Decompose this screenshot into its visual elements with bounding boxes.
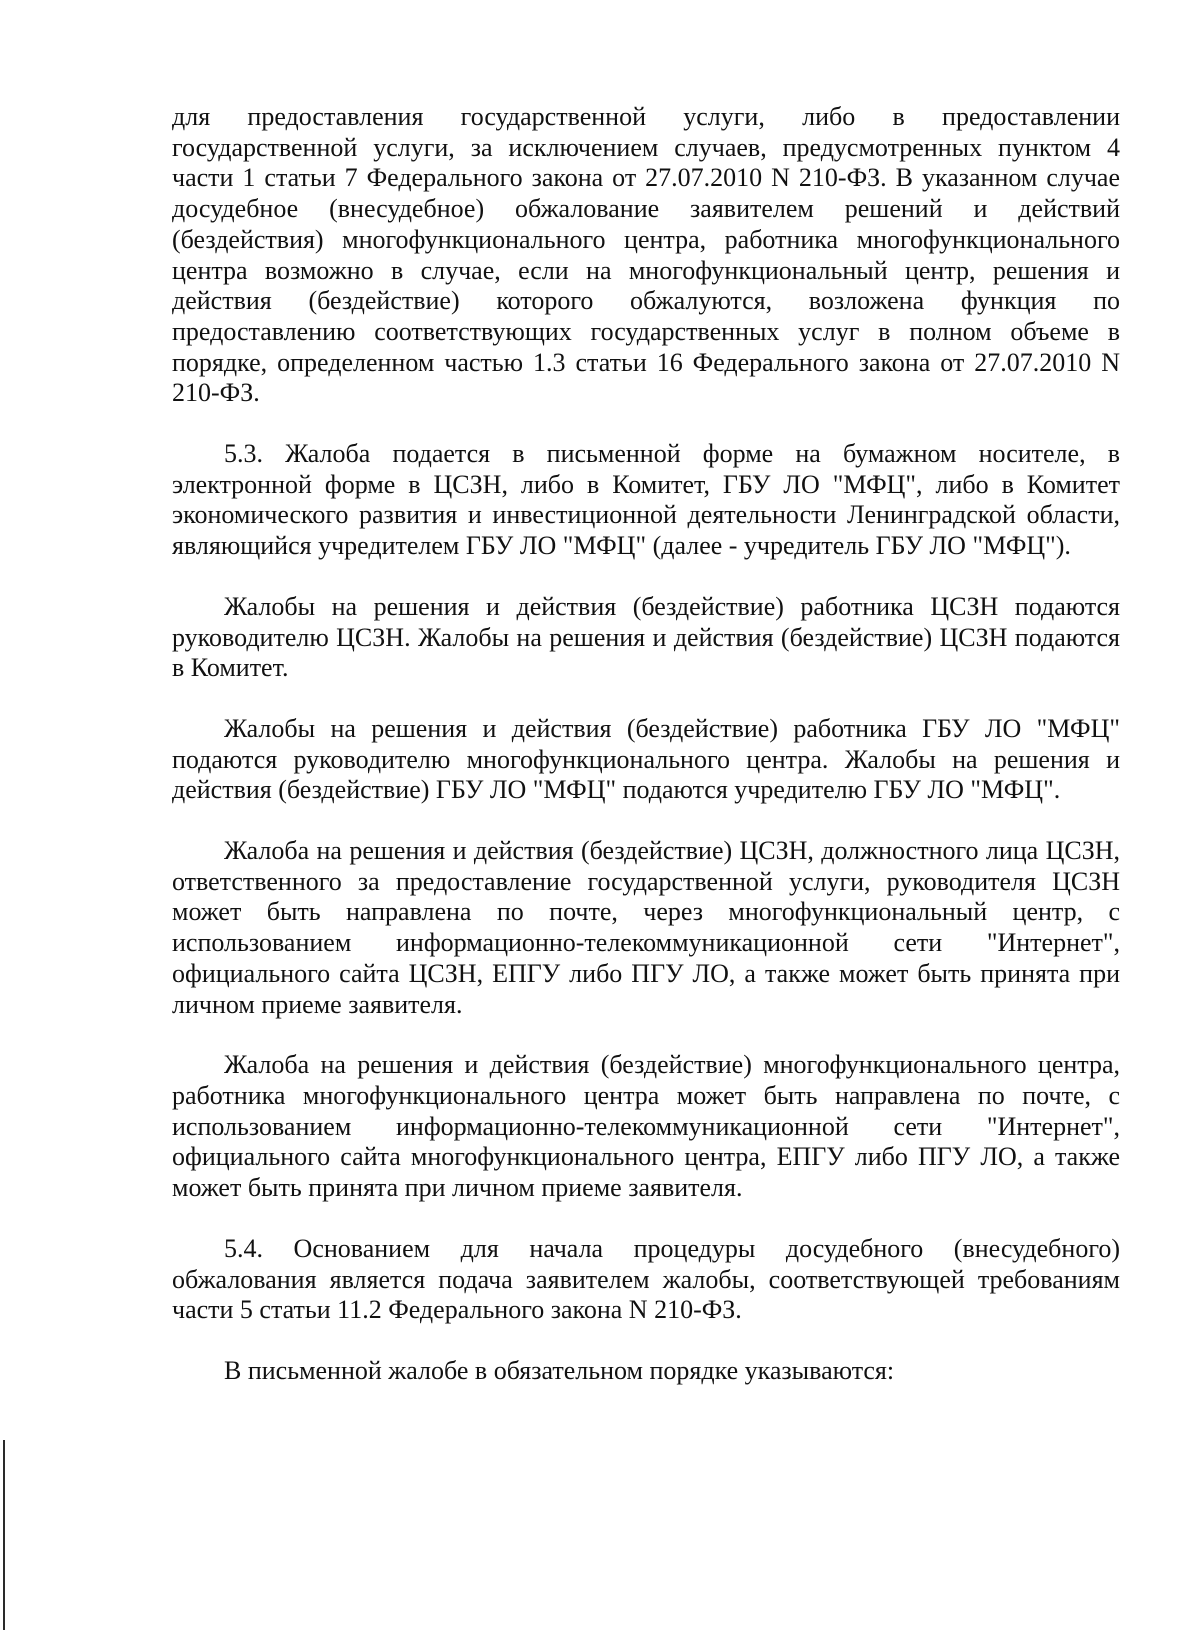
paragraph-complaint-channels-cszn: Жалоба на решения и действия (бездействие) ЦСЗН, должностного лица ЦСЗН, ответственного за предоставление государственной услуги, руководителя ЦСЗН может быть направлена по почте, через многофункциональный центр, с использованием информационно-телекоммуникационной сети "Интернет", официального сайта ЦСЗН, ЕПГУ либо ПГУ ЛО, а также может быть принята при личном приеме заявителя. — [172, 836, 1120, 1019]
paragraph-complaints-mfc: Жалобы на решения и действия (бездействие) работника ГБУ ЛО "МФЦ" подаются руководителю многофункционального центра. Жалобы на решения и действия (бездействие) ГБУ ЛО "МФЦ" подаются учредителю ГБУ ЛО "МФЦ". — [172, 713, 1120, 805]
paragraph-complaints-cszn: Жалобы на решения и действия (бездействие) работника ЦСЗН подаются руководителю ЦСЗН. Жалобы на решения и действия (бездействие) ЦСЗН подаются в Комитет. — [172, 591, 1120, 683]
paragraph-complaint-channels-mfc: Жалоба на решения и действия (бездействие) многофункционального центра, работника многофункционального центра может быть направлена по почте, с использованием информационно-телекоммуникационной сети "Интернет", официального сайта многофункционального центра, ЕПГУ либо ПГУ ЛО, а также может быть принята при личном приеме заявителя. — [172, 1050, 1120, 1203]
paragraph-5-3: 5.3. Жалоба подается в письменной форме на бумажном носителе, в электронной форме в ЦСЗН, либо в Комитет, ГБУ ЛО "МФЦ", либо в Комитет экономического развития и инвестиционной деятельности Ленинградской области, являющийся учредителем ГБУ ЛО "МФЦ" (далее - учредитель ГБУ ЛО "МФЦ"). — [172, 439, 1120, 561]
paragraph-5-4: 5.4. Основанием для начала процедуры досудебного (внесудебного) обжалования является подача заявителем жалобы, соответствующей требованиям части 5 статьи 11.2 Федерального закона N 210-ФЗ. — [172, 1233, 1120, 1325]
scan-edge-mark — [3, 1440, 5, 1630]
paragraph-continuation: для предоставления государственной услуги, либо в предоставлении государственной услуги, за исключением случаев, предусмотренных пунктом 4 части 1 статьи 7 Федерального закона от 27.07.2010 N 210-ФЗ. В указанном случае досудебное (внесудебное) обжалование заявителем решений и действий (бездействия) многофункционального центра, работника многофункционального центра возможно в случае, если на многофункциональный центр, решения и действия (бездействие) которого обжалуются, возложена функция по предоставлению соответствующих государственных услуг в полном объеме в порядке, определенном частью 1.3 статьи 16 Федерального закона от 27.07.2010 N 210-ФЗ. — [172, 102, 1120, 408]
paragraph-written-complaint: В письменной жалобе в обязательном порядке указываются: — [224, 1355, 895, 1385]
document-body — [172, 102, 1120, 1387]
